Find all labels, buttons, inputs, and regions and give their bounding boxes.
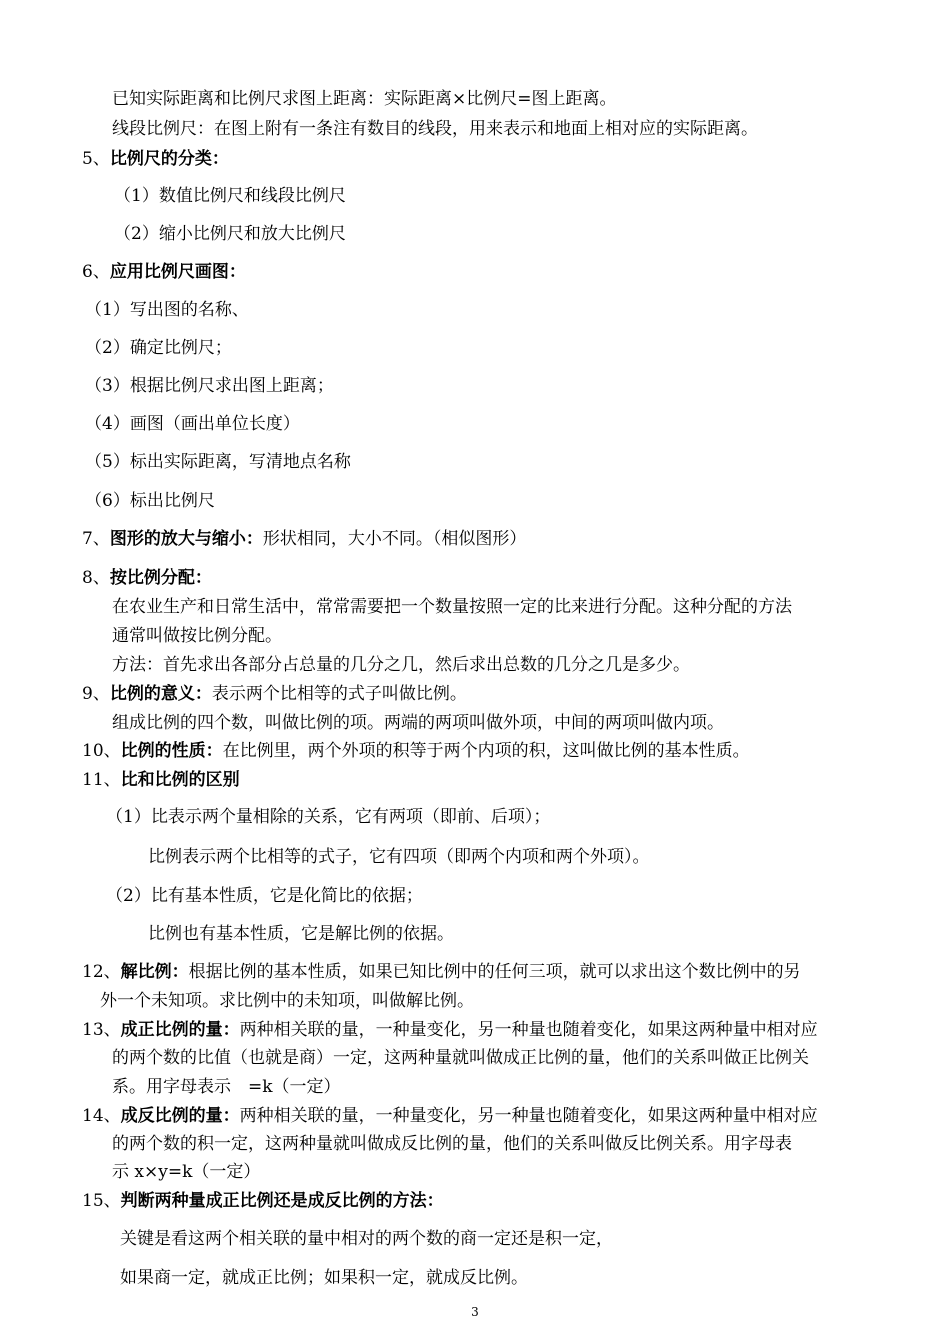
heading-8: 8、按比例分配： [82, 568, 212, 588]
line-36: 如果商一定，就成正比例；如果积一定，就成反比例。 [120, 1268, 528, 1288]
line-30: 系。用字母表示 =k（一定） [112, 1077, 341, 1097]
line-8: （2）确定比例尺； [85, 338, 232, 358]
line-16: 通常叫做按比例分配。 [112, 626, 282, 646]
line-17: 方法：首先求出各部分占总量的几分之几，然后求出总数的几分之几是多少。 [112, 655, 690, 675]
page-number: 3 [471, 1305, 479, 1319]
line-1: 已知实际距离和比例尺求图上距离：实际距离×比例尺=图上距离。 [112, 89, 617, 109]
line-24: （2）比有基本性质，它是化简比的依据； [106, 886, 423, 906]
line-5: （2）缩小比例尺和放大比例尺 [114, 224, 346, 244]
line-4: （1）数值比例尺和线段比例尺 [114, 186, 346, 206]
heading-5: 5、比例尺的分类： [82, 149, 229, 169]
line-22: （1）比表示两个量相除的关系，它有两项（即前、后项）； [106, 807, 551, 827]
heading-6: 6、应用比例尺画图： [82, 262, 246, 282]
line-10: （4）画图（画出单位长度） [85, 414, 300, 434]
heading-11: 11、比和比例的区别 [82, 770, 240, 790]
heading-7: 7、图形的放大与缩小：形状相同，大小不同。（相似图形） [82, 529, 527, 549]
line-33: 示 x×y=k（一定） [112, 1162, 261, 1182]
line-27: 外一个未知项。求比例中的未知项，叫做解比例。 [100, 991, 474, 1011]
line-2: 线段比例尺：在图上附有一条注有数目的线段，用来表示和地面上相对应的实际距离。 [112, 119, 758, 139]
line-11: （5）标出实际距离，写清地点名称 [85, 452, 351, 472]
line-19: 组成比例的四个数，叫做比例的项。两端的两项叫做外项，中间的两项叫做内项。 [112, 713, 724, 733]
line-15: 在农业生产和日常生活中，常常需要把一个数量按照一定的比来进行分配。这种分配的方法 [112, 597, 792, 617]
heading-9: 9、比例的意义：表示两个比相等的式子叫做比例。 [82, 684, 467, 704]
heading-15: 15、判断两种量成正比例还是成反比例的方法： [82, 1191, 444, 1211]
heading-14: 14、成反比例的量：两种相关联的量，一种量变化，另一种量也随着变化，如果这两种量中相对应 [82, 1106, 818, 1126]
heading-12: 12、解比例：根据比例的基本性质，如果已知比例中的任何三项，就可以求出这个数比例中的另 [82, 962, 801, 982]
heading-13: 13、成正比例的量：两种相关联的量，一种量变化，另一种量也随着变化，如果这两种量中相对应 [82, 1020, 818, 1040]
line-23: 比例表示两个比相等的式子，它有四项（即两个内项和两个外项）。 [148, 847, 650, 867]
line-29: 的两个数的比值（也就是商）一定，这两种量就叫做成正比例的量，他们的关系叫做正比例关 [112, 1048, 809, 1068]
line-32: 的两个数的积一定，这两种量就叫做成反比例的量，他们的关系叫做反比例关系。用字母表 [112, 1134, 792, 1154]
heading-10: 10、比例的性质：在比例里，两个外项的积等于两个内项的积，这叫做比例的基本性质。 [82, 741, 750, 761]
line-9: （3）根据比例尺求出图上距离； [85, 376, 334, 396]
line-35: 关键是看这两个相关联的量中相对的两个数的商一定还是积一定， [120, 1229, 613, 1249]
line-12: （6）标出比例尺 [85, 491, 215, 511]
line-25: 比例也有基本性质，它是解比例的依据。 [148, 924, 454, 944]
line-7: （1）写出图的名称、 [85, 300, 249, 320]
